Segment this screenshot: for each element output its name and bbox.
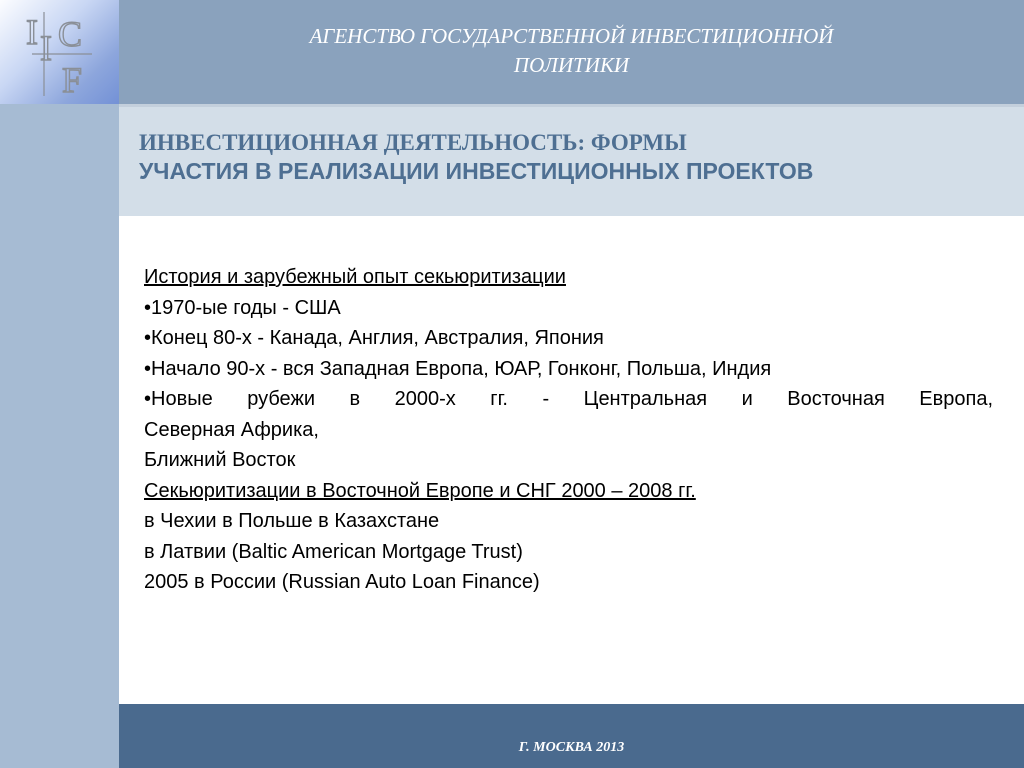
agency-title-line1: АГЕНСТВО ГОСУДАРСТВЕННОЙ ИНВЕСТИЦИОННОЙ [309,24,834,48]
text-line: в Чехии в Польше в Казахстане [144,510,440,532]
logo-letter-i1: I [26,12,38,52]
text-line: в Латвии (Baltic American Mortgage Trust) [144,540,523,563]
agency-title [119,22,1024,80]
list-item: •1970-ые годы - США [144,296,341,319]
list-item-continued: Ближний Восток [144,449,296,471]
slide-title [139,129,999,185]
slide-content [144,262,993,598]
logo-letter-c: C [58,14,83,54]
footer-location-year: Г. МОСКВА 2013 [518,740,625,755]
logo-panel [0,0,119,104]
list-item-continued: Северная Африка, [144,418,319,441]
subheader-bar [119,107,1024,216]
logo-icon [22,8,102,100]
slide-title-line1: ИНВЕСТИЦИОННАЯ ДЕЯТЕЛЬНОСТЬ: ФОРМЫ [139,130,687,155]
list-item: •Конец 80-х - Канада, Англия, Австралия, Япония [144,327,604,349]
header-bar [119,0,1024,104]
logo-letter-f: F [62,60,83,100]
list-item: •Начало 90-х - вся Западная Европа, ЮАР, Гонконг, Польша, Индия [144,357,772,380]
logo-letter-i2: I [40,28,52,68]
left-sidebar [0,0,119,768]
footer-bar [119,704,1024,768]
agency-title-line2: ПОЛИТИКИ [513,53,630,77]
list-item: •Новые рубежи в 2000-х гг. - Центральная и Восточная Европа, [144,388,993,410]
slide-title-line2: УЧАСТИЯ В РЕАЛИЗАЦИИ ИНВЕСТИЦИОННЫХ ПРОЕКТОВ [139,158,814,184]
section-heading-eastern-europe: Секьюритизации в Восточной Европе и СНГ 2000 – 2008 гг. [144,479,696,502]
section-heading-history: История и зарубежный опыт секьюритизации [144,266,566,288]
text-line: 2005 в России (Russian Auto Loan Finance) [144,571,540,593]
